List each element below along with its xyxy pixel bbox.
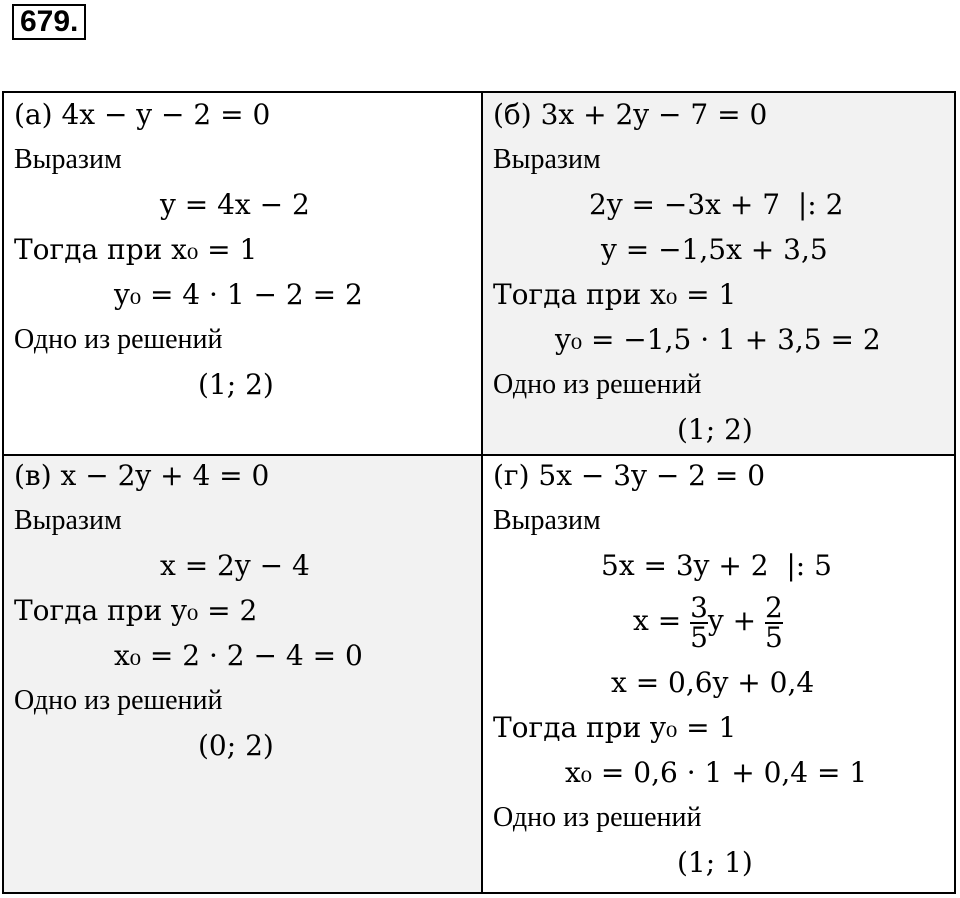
cell-b [481,93,954,454]
formula-line: x₀ = 0,6 · 1 + 0,4 = 1 [565,756,868,789]
text-line: Тогда при x₀ = 1 [14,233,258,266]
formula-line: y₀ = −1,5 · 1 + 3,5 = 2 [555,323,881,356]
formula-line: y₀ = 4 · 1 − 2 = 2 [114,278,363,311]
equation-heading: (в) x − 2y + 4 = 0 [14,459,270,492]
fraction-numerator: 3 [690,590,708,624]
formula-part: y + [707,604,765,637]
text-line: Тогда при y₀ = 2 [14,594,258,627]
text-line: Выразим [493,505,601,536]
text-line: Одно из решений [493,369,702,400]
formula-line: x = 2y − 4 [160,549,310,582]
fraction [764,590,783,654]
formula-line: y = 4x − 2 [160,188,310,221]
problem-number: 679. [12,4,86,40]
formula-line: x = 0,6y + 0,4 [611,666,815,699]
equation-heading: (г) 5x − 3y − 2 = 0 [493,459,766,492]
text-line: Одно из решений [493,802,702,833]
formula-line: y = −1,5x + 3,5 [601,233,828,266]
text-line: Тогда при y₀ = 1 [493,711,737,744]
solution-pair: (1; 2) [198,368,274,401]
solution-table [2,91,956,894]
equation-heading: (а) 4x − y − 2 = 0 [14,98,271,131]
text-line: Выразим [493,144,601,175]
text-line: Выразим [14,505,122,536]
cell-g [481,454,954,892]
fraction-formula [633,587,783,655]
cell-a [4,93,481,454]
solution-pair: (1; 2) [677,413,753,446]
formula-line: x₀ = 2 · 2 − 4 = 0 [114,639,363,672]
text-line: Одно из решений [14,324,223,355]
equation-heading: (б) 3x + 2y − 7 = 0 [493,98,768,131]
fraction-denominator: 5 [764,620,783,654]
text-line: Тогда при x₀ = 1 [493,278,737,311]
formula-part: x = [633,604,691,637]
formula-line: 2y = −3x + 7 |: 2 [589,188,844,221]
solution-pair: (1; 1) [677,846,753,879]
formula-line: 5x = 3y + 2 |: 5 [601,549,832,582]
text-line: Одно из решений [14,685,223,716]
cell-v [4,454,481,892]
fraction [690,590,708,654]
fraction-numerator: 2 [764,590,783,624]
text-line: Выразим [14,144,122,175]
fraction-denominator: 5 [690,620,708,654]
solution-pair: (0; 2) [198,729,274,762]
